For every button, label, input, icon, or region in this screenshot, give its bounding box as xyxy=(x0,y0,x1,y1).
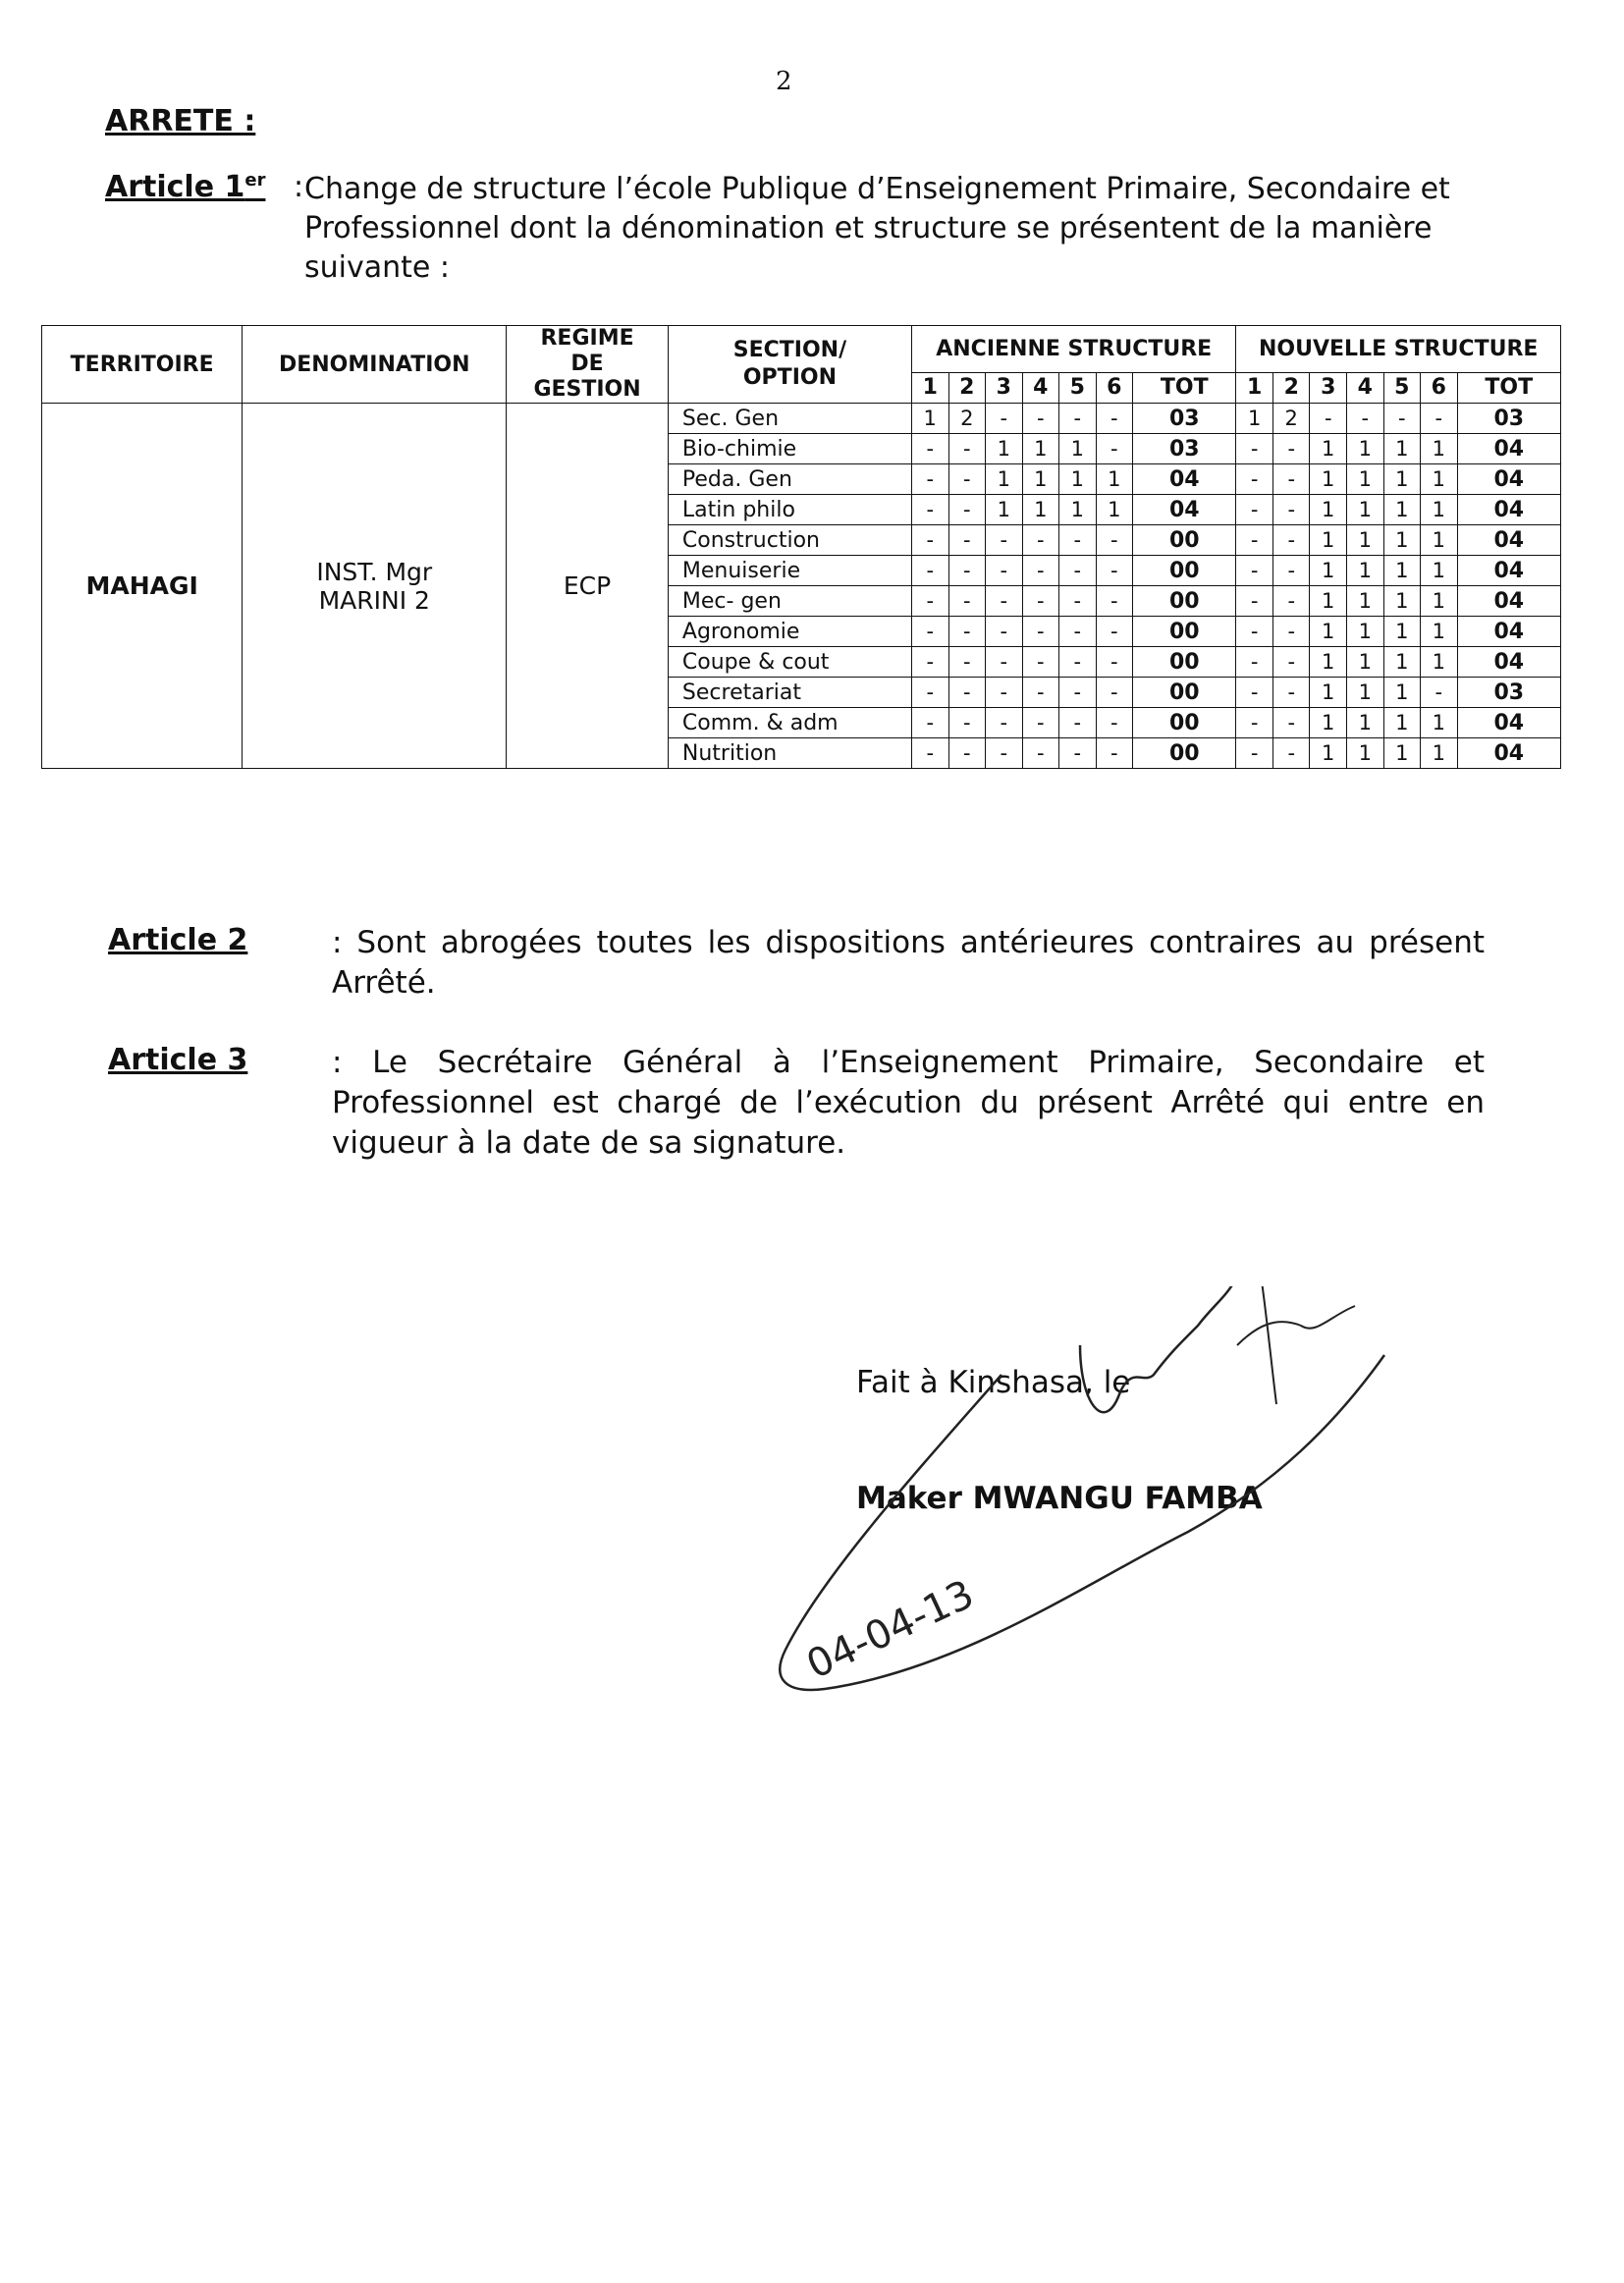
nouvelle-cell: 1 xyxy=(1383,617,1421,647)
ancienne-cell: - xyxy=(948,738,986,769)
nouvelle-cell: 1 xyxy=(1421,556,1458,586)
signatory-name: Maker MWANGU FAMBA xyxy=(856,1481,1263,1516)
ancienne-cell: - xyxy=(1022,404,1059,434)
ancienne-cell: - xyxy=(911,586,948,617)
ancienne-cell: - xyxy=(986,404,1023,434)
ancienne-cell: - xyxy=(1022,617,1059,647)
article-3-label: Article 3 xyxy=(108,1043,248,1077)
ancienne-cell: 00 xyxy=(1133,586,1236,617)
nouvelle-cell: - xyxy=(1272,738,1310,769)
ancienne-cell: - xyxy=(986,617,1023,647)
ancienne-cell: - xyxy=(1059,678,1097,708)
cell-territoire: MAHAGI xyxy=(42,404,243,769)
ancienne-cell: - xyxy=(948,617,986,647)
ancienne-cell: - xyxy=(911,434,948,464)
cell-section: Construction xyxy=(668,525,911,556)
nouvelle-cell: - xyxy=(1272,464,1310,495)
ancienne-cell: - xyxy=(1096,678,1133,708)
ancienne-cell: - xyxy=(1022,647,1059,678)
nouvelle-cell: - xyxy=(1236,678,1273,708)
ancienne-cell: - xyxy=(1096,404,1133,434)
article-2-label: Article 2 xyxy=(108,923,248,957)
nouvelle-cell: 1 xyxy=(1421,525,1458,556)
nouvelle-cell: 1 xyxy=(1347,708,1384,738)
nouvelle-cell: 1 xyxy=(1383,495,1421,525)
ancienne-cell: - xyxy=(1096,586,1133,617)
nouvelle-cell: 1 xyxy=(1383,647,1421,678)
nouvelle-cell: 04 xyxy=(1457,556,1560,586)
ancienne-cell: 03 xyxy=(1133,404,1236,434)
structure-table xyxy=(41,325,1561,769)
nouvelle-cell: 03 xyxy=(1457,678,1560,708)
ancienne-cell: 04 xyxy=(1133,464,1236,495)
ancienne-cell: - xyxy=(1059,617,1097,647)
table-row xyxy=(42,404,1561,434)
nouvelle-cell: 1 xyxy=(1383,556,1421,586)
ancienne-cell: - xyxy=(1096,556,1133,586)
ancienne-cell: - xyxy=(986,525,1023,556)
nouvelle-cell: 04 xyxy=(1457,738,1560,769)
ancienne-cell: 04 xyxy=(1133,495,1236,525)
cell-section: Coupe & cout xyxy=(668,647,911,678)
ancienne-cell: - xyxy=(1022,525,1059,556)
nouvelle-cell: 1 xyxy=(1310,495,1347,525)
nouvelle-cell: 1 xyxy=(1347,617,1384,647)
header-nouvelle-col-7: TOT xyxy=(1457,372,1560,403)
header-ancienne-col-1: 1 xyxy=(911,372,948,403)
nouvelle-cell: 04 xyxy=(1457,434,1560,464)
ancienne-cell: 1 xyxy=(1022,464,1059,495)
ancienne-cell: 1 xyxy=(1096,464,1133,495)
ancienne-cell: - xyxy=(1059,586,1097,617)
nouvelle-cell: - xyxy=(1272,617,1310,647)
ancienne-cell: 00 xyxy=(1133,738,1236,769)
article-3-text: : Le Secrétaire Général à l’Enseignement Primaire, Secondaire et Professionnel est chargé de l’exécution du présent Arrêté qui entre en vigueur à la date de sa signature. xyxy=(332,1045,1485,1161)
cell-section: Peda. Gen xyxy=(668,464,911,495)
nouvelle-cell: 1 xyxy=(1383,678,1421,708)
nouvelle-cell: 1 xyxy=(1310,678,1347,708)
nouvelle-cell: - xyxy=(1272,434,1310,464)
header-denomination: DENOMINATION xyxy=(243,326,507,404)
ancienne-cell: - xyxy=(911,525,948,556)
cell-section: Nutrition xyxy=(668,738,911,769)
ancienne-cell: - xyxy=(911,738,948,769)
header-nouvelle-col-6: 6 xyxy=(1421,372,1458,403)
ancienne-cell: - xyxy=(1022,556,1059,586)
ancienne-cell: - xyxy=(1059,708,1097,738)
header-section: SECTION/ OPTION xyxy=(668,326,911,404)
nouvelle-cell: - xyxy=(1236,434,1273,464)
nouvelle-cell: 1 xyxy=(1310,556,1347,586)
nouvelle-cell: - xyxy=(1236,647,1273,678)
nouvelle-cell: 1 xyxy=(1310,525,1347,556)
ancienne-cell: - xyxy=(1096,738,1133,769)
header-territoire: TERRITOIRE xyxy=(42,326,243,404)
article-1-label: Article 1er xyxy=(105,170,266,204)
ancienne-cell: 1 xyxy=(1059,495,1097,525)
nouvelle-cell: 1 xyxy=(1236,404,1273,434)
cell-section: Menuiserie xyxy=(668,556,911,586)
nouvelle-cell: 1 xyxy=(1383,434,1421,464)
ancienne-cell: 1 xyxy=(1096,495,1133,525)
ancienne-cell: - xyxy=(948,678,986,708)
nouvelle-cell: 1 xyxy=(1347,525,1384,556)
handwritten-signature xyxy=(766,1286,1473,1777)
ancienne-cell: - xyxy=(911,678,948,708)
ancienne-cell: 00 xyxy=(1133,525,1236,556)
nouvelle-cell: 1 xyxy=(1421,647,1458,678)
nouvelle-cell: 1 xyxy=(1421,738,1458,769)
ancienne-cell: 03 xyxy=(1133,434,1236,464)
ancienne-cell: - xyxy=(1059,525,1097,556)
cell-regime: ECP xyxy=(507,404,669,769)
nouvelle-cell: 1 xyxy=(1347,647,1384,678)
ancienne-cell: - xyxy=(1059,738,1097,769)
nouvelle-cell: - xyxy=(1272,495,1310,525)
ancienne-cell: 00 xyxy=(1133,678,1236,708)
nouvelle-cell: 1 xyxy=(1347,434,1384,464)
header-nouvelle-structure: NOUVELLE STRUCTURE xyxy=(1236,326,1561,373)
nouvelle-cell: 04 xyxy=(1457,708,1560,738)
cell-section: Sec. Gen xyxy=(668,404,911,434)
signature-place-date: Fait à Kinshasa, le xyxy=(856,1365,1131,1400)
nouvelle-cell: 03 xyxy=(1457,404,1560,434)
ancienne-cell: - xyxy=(911,464,948,495)
nouvelle-cell: - xyxy=(1236,586,1273,617)
ancienne-cell: - xyxy=(948,495,986,525)
nouvelle-cell: 1 xyxy=(1421,464,1458,495)
nouvelle-cell: - xyxy=(1272,678,1310,708)
ancienne-cell: - xyxy=(1059,404,1097,434)
nouvelle-cell: 1 xyxy=(1421,434,1458,464)
ancienne-cell: - xyxy=(1096,617,1133,647)
ancienne-cell: - xyxy=(1059,556,1097,586)
header-ancienne-col-7: TOT xyxy=(1133,372,1236,403)
nouvelle-cell: - xyxy=(1236,525,1273,556)
nouvelle-cell: - xyxy=(1421,678,1458,708)
header-ancienne-col-5: 5 xyxy=(1059,372,1097,403)
nouvelle-cell: - xyxy=(1272,708,1310,738)
cell-denomination: INST. Mgr MARINI 2 xyxy=(243,404,507,769)
header-ancienne-structure: ANCIENNE STRUCTURE xyxy=(911,326,1235,373)
nouvelle-cell: 1 xyxy=(1347,738,1384,769)
ancienne-cell: - xyxy=(1096,708,1133,738)
nouvelle-cell: 1 xyxy=(1383,738,1421,769)
nouvelle-cell: - xyxy=(1347,404,1384,434)
cell-section: Comm. & adm xyxy=(668,708,911,738)
nouvelle-cell: - xyxy=(1236,617,1273,647)
ancienne-cell: - xyxy=(986,708,1023,738)
nouvelle-cell: - xyxy=(1383,404,1421,434)
nouvelle-cell: 1 xyxy=(1421,586,1458,617)
ancienne-cell: - xyxy=(1096,434,1133,464)
header-ancienne-col-2: 2 xyxy=(948,372,986,403)
ancienne-cell: - xyxy=(986,678,1023,708)
ancienne-cell: - xyxy=(986,556,1023,586)
ancienne-cell: - xyxy=(948,708,986,738)
nouvelle-cell: 2 xyxy=(1272,404,1310,434)
cell-section: Agronomie xyxy=(668,617,911,647)
nouvelle-cell: 04 xyxy=(1457,495,1560,525)
ancienne-cell: 00 xyxy=(1133,617,1236,647)
ancienne-cell: - xyxy=(1022,586,1059,617)
ancienne-cell: - xyxy=(986,738,1023,769)
ancienne-cell: - xyxy=(986,647,1023,678)
header-nouvelle-col-2: 2 xyxy=(1272,372,1310,403)
header-ancienne-col-3: 3 xyxy=(986,372,1023,403)
nouvelle-cell: - xyxy=(1236,556,1273,586)
cell-section: Secretariat xyxy=(668,678,911,708)
ancienne-cell: - xyxy=(948,464,986,495)
cell-section: Mec- gen xyxy=(668,586,911,617)
nouvelle-cell: 1 xyxy=(1310,617,1347,647)
ancienne-cell: - xyxy=(1059,647,1097,678)
ancienne-cell: - xyxy=(948,525,986,556)
page-number: 2 xyxy=(776,67,792,96)
ancienne-cell: - xyxy=(986,586,1023,617)
nouvelle-cell: 1 xyxy=(1347,464,1384,495)
nouvelle-cell: 1 xyxy=(1347,586,1384,617)
nouvelle-cell: 04 xyxy=(1457,617,1560,647)
nouvelle-cell: 04 xyxy=(1457,647,1560,678)
ancienne-cell: - xyxy=(1022,708,1059,738)
header-regime: REGIME DE GESTION xyxy=(507,326,669,404)
ancienne-cell: 1 xyxy=(986,495,1023,525)
ancienne-cell: - xyxy=(911,647,948,678)
nouvelle-cell: - xyxy=(1272,647,1310,678)
ancienne-cell: 00 xyxy=(1133,556,1236,586)
nouvelle-cell: - xyxy=(1272,586,1310,617)
nouvelle-cell: - xyxy=(1272,525,1310,556)
nouvelle-cell: - xyxy=(1236,495,1273,525)
nouvelle-cell: - xyxy=(1236,708,1273,738)
header-ancienne-col-6: 6 xyxy=(1096,372,1133,403)
ancienne-cell: 2 xyxy=(948,404,986,434)
ancienne-cell: - xyxy=(1022,738,1059,769)
ancienne-cell: - xyxy=(1022,678,1059,708)
ancienne-cell: - xyxy=(911,556,948,586)
ancienne-cell: 1 xyxy=(1059,464,1097,495)
ancienne-cell: 1 xyxy=(986,434,1023,464)
nouvelle-cell: 1 xyxy=(1383,464,1421,495)
nouvelle-cell: 1 xyxy=(1347,556,1384,586)
nouvelle-cell: 04 xyxy=(1457,586,1560,617)
ancienne-cell: - xyxy=(911,495,948,525)
nouvelle-cell: 1 xyxy=(1310,464,1347,495)
handwritten-date: 04-04-13 xyxy=(799,1571,981,1689)
nouvelle-cell: 1 xyxy=(1347,678,1384,708)
ancienne-cell: - xyxy=(948,434,986,464)
nouvelle-cell: 1 xyxy=(1383,586,1421,617)
article-2-text: : Sont abrogées toutes les dispositions antérieures contraires au présent Arrêté. xyxy=(332,925,1485,1001)
nouvelle-cell: 04 xyxy=(1457,464,1560,495)
nouvelle-cell: 04 xyxy=(1457,525,1560,556)
ancienne-cell: - xyxy=(1096,647,1133,678)
arrete-heading: ARRETE : xyxy=(105,104,256,138)
nouvelle-cell: 1 xyxy=(1310,738,1347,769)
article-1-colon: : xyxy=(294,170,304,204)
nouvelle-cell: 1 xyxy=(1421,495,1458,525)
nouvelle-cell: 1 xyxy=(1347,495,1384,525)
ancienne-cell: 1 xyxy=(1022,495,1059,525)
header-nouvelle-col-4: 4 xyxy=(1347,372,1384,403)
ancienne-cell: - xyxy=(1096,525,1133,556)
ancienne-cell: 00 xyxy=(1133,647,1236,678)
nouvelle-cell: 1 xyxy=(1383,525,1421,556)
nouvelle-cell: 1 xyxy=(1310,434,1347,464)
nouvelle-cell: 1 xyxy=(1310,708,1347,738)
nouvelle-cell: 1 xyxy=(1310,586,1347,617)
ancienne-cell: 00 xyxy=(1133,708,1236,738)
ancienne-cell: - xyxy=(948,586,986,617)
ancienne-cell: 1 xyxy=(1022,434,1059,464)
nouvelle-cell: 1 xyxy=(1383,708,1421,738)
article-1-text: Change de structure l’école Publique d’Enseignement Primaire, Secondaire et Professionnel dont la dénomination et structure se présentent de la manière suivante : xyxy=(304,172,1450,285)
nouvelle-cell: - xyxy=(1236,738,1273,769)
ancienne-cell: 1 xyxy=(911,404,948,434)
ancienne-cell: - xyxy=(911,708,948,738)
ancienne-cell: 1 xyxy=(1059,434,1097,464)
header-nouvelle-col-3: 3 xyxy=(1310,372,1347,403)
nouvelle-cell: - xyxy=(1310,404,1347,434)
nouvelle-cell: 1 xyxy=(1421,708,1458,738)
nouvelle-cell: 1 xyxy=(1421,617,1458,647)
header-nouvelle-col-5: 5 xyxy=(1383,372,1421,403)
nouvelle-cell: 1 xyxy=(1310,647,1347,678)
cell-section: Bio-chimie xyxy=(668,434,911,464)
ancienne-cell: - xyxy=(911,617,948,647)
header-ancienne-col-4: 4 xyxy=(1022,372,1059,403)
nouvelle-cell: - xyxy=(1236,464,1273,495)
nouvelle-cell: - xyxy=(1421,404,1458,434)
nouvelle-cell: - xyxy=(1272,556,1310,586)
ancienne-cell: - xyxy=(948,556,986,586)
cell-section: Latin philo xyxy=(668,495,911,525)
ancienne-cell: 1 xyxy=(986,464,1023,495)
ancienne-cell: - xyxy=(948,647,986,678)
header-nouvelle-col-1: 1 xyxy=(1236,372,1273,403)
